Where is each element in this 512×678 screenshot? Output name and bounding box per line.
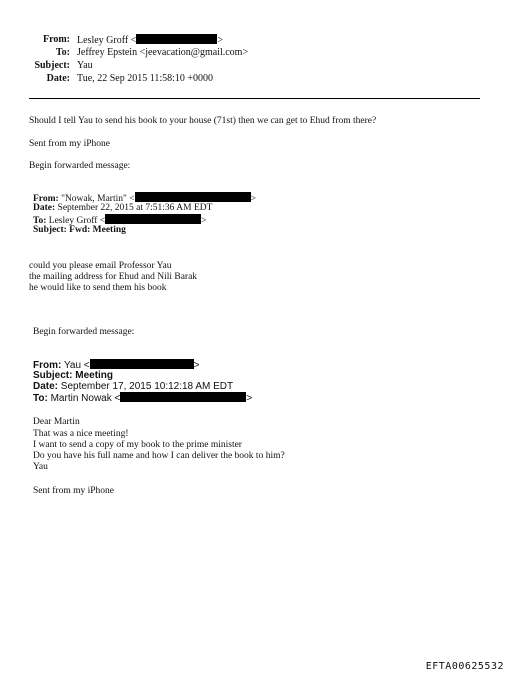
fwd2-body-line: Do you have his full name and how I can deliver the book to him? [33,451,285,461]
fwd2-body-line: Yau [33,462,48,472]
fwd2-subject-row [33,370,113,381]
message-line: Should I tell Yau to send his book to your house (71st) then we can get to Ehud from there? [29,116,377,126]
begin-forwarded-label: Begin forwarded message: [29,161,131,171]
redaction-block [105,214,201,224]
fwd2-body-line: I want to send a copy of my book to the prime minister [33,440,242,450]
fwd1-to-label: To: [33,216,47,226]
fwd2-signature: Sent from my iPhone [33,486,115,496]
header-subject-value: Yau [77,60,93,71]
header-from-label: From: [42,34,70,45]
fwd2-from-close: > [193,360,200,371]
fwd1-subject-value: Fwd: Meeting [69,225,126,235]
fwd1-date-value: September 22, 2015 at 7:51:36 AM EDT [57,203,213,213]
fwd2-to-value: Martin Nowak < [50,393,121,404]
header-to-value: Jeffrey Epstein <jeevacation@gmail.com> [77,47,249,58]
fwd1-body-line: he would like to send them his book [29,283,167,293]
message-signature: Sent from my iPhone [29,139,111,149]
fwd1-date-row [33,203,212,214]
fwd1-to-close: > [201,216,207,226]
fwd2-subject-value: Meeting [75,370,114,381]
header-date-value: Tue, 22 Sep 2015 11:58:10 +0000 [77,73,214,84]
header-subject-label: Subject: [34,60,70,71]
fwd2-date-label: Date: [33,381,59,392]
fwd1-date-label: Date: [33,203,56,213]
redaction-block [135,192,251,202]
fwd1-from-close: > [250,194,256,204]
fwd1-body-line: could you please email Professor Yau [29,261,172,271]
fwd2-subject-label: Subject: [33,370,73,381]
fwd1-to-value: Lesley Groff < [48,216,106,226]
redaction-block [120,392,246,402]
fwd1-from-value: "Nowak, Martin" < [61,194,135,204]
header-to-label: To: [55,47,70,58]
begin-forwarded-label-2: Begin forwarded message: [33,327,135,337]
fwd2-body-line: That was a nice meeting! [33,429,129,439]
fwd1-subject-label: Subject: [33,225,67,235]
header-from-value: Lesley Groff < [77,35,137,46]
fwd2-date-value: September 17, 2015 10:12:18 AM EDT [60,381,234,392]
redaction-block [90,359,194,369]
fwd1-body-line: the mailing address for Ehud and Nili Barak [29,272,198,282]
fwd2-from-label: From: [33,360,62,371]
fwd2-from-value: Yau < [63,360,90,371]
header-divider [29,98,480,99]
fwd2-to-label: To: [33,393,48,404]
fwd1-from-label: From: [33,194,59,204]
fwd2-to-close: > [246,393,253,404]
fwd2-body-line: Dear Martin [33,417,80,427]
redaction-block [136,34,217,44]
document-id: EFTA00625532 [425,661,504,672]
header-from-close: > [217,35,223,46]
header-date-label: Date: [46,73,70,84]
fwd1-subject-row [33,225,126,236]
fwd2-date-row [33,381,233,392]
fwd2-to-row [33,392,252,404]
